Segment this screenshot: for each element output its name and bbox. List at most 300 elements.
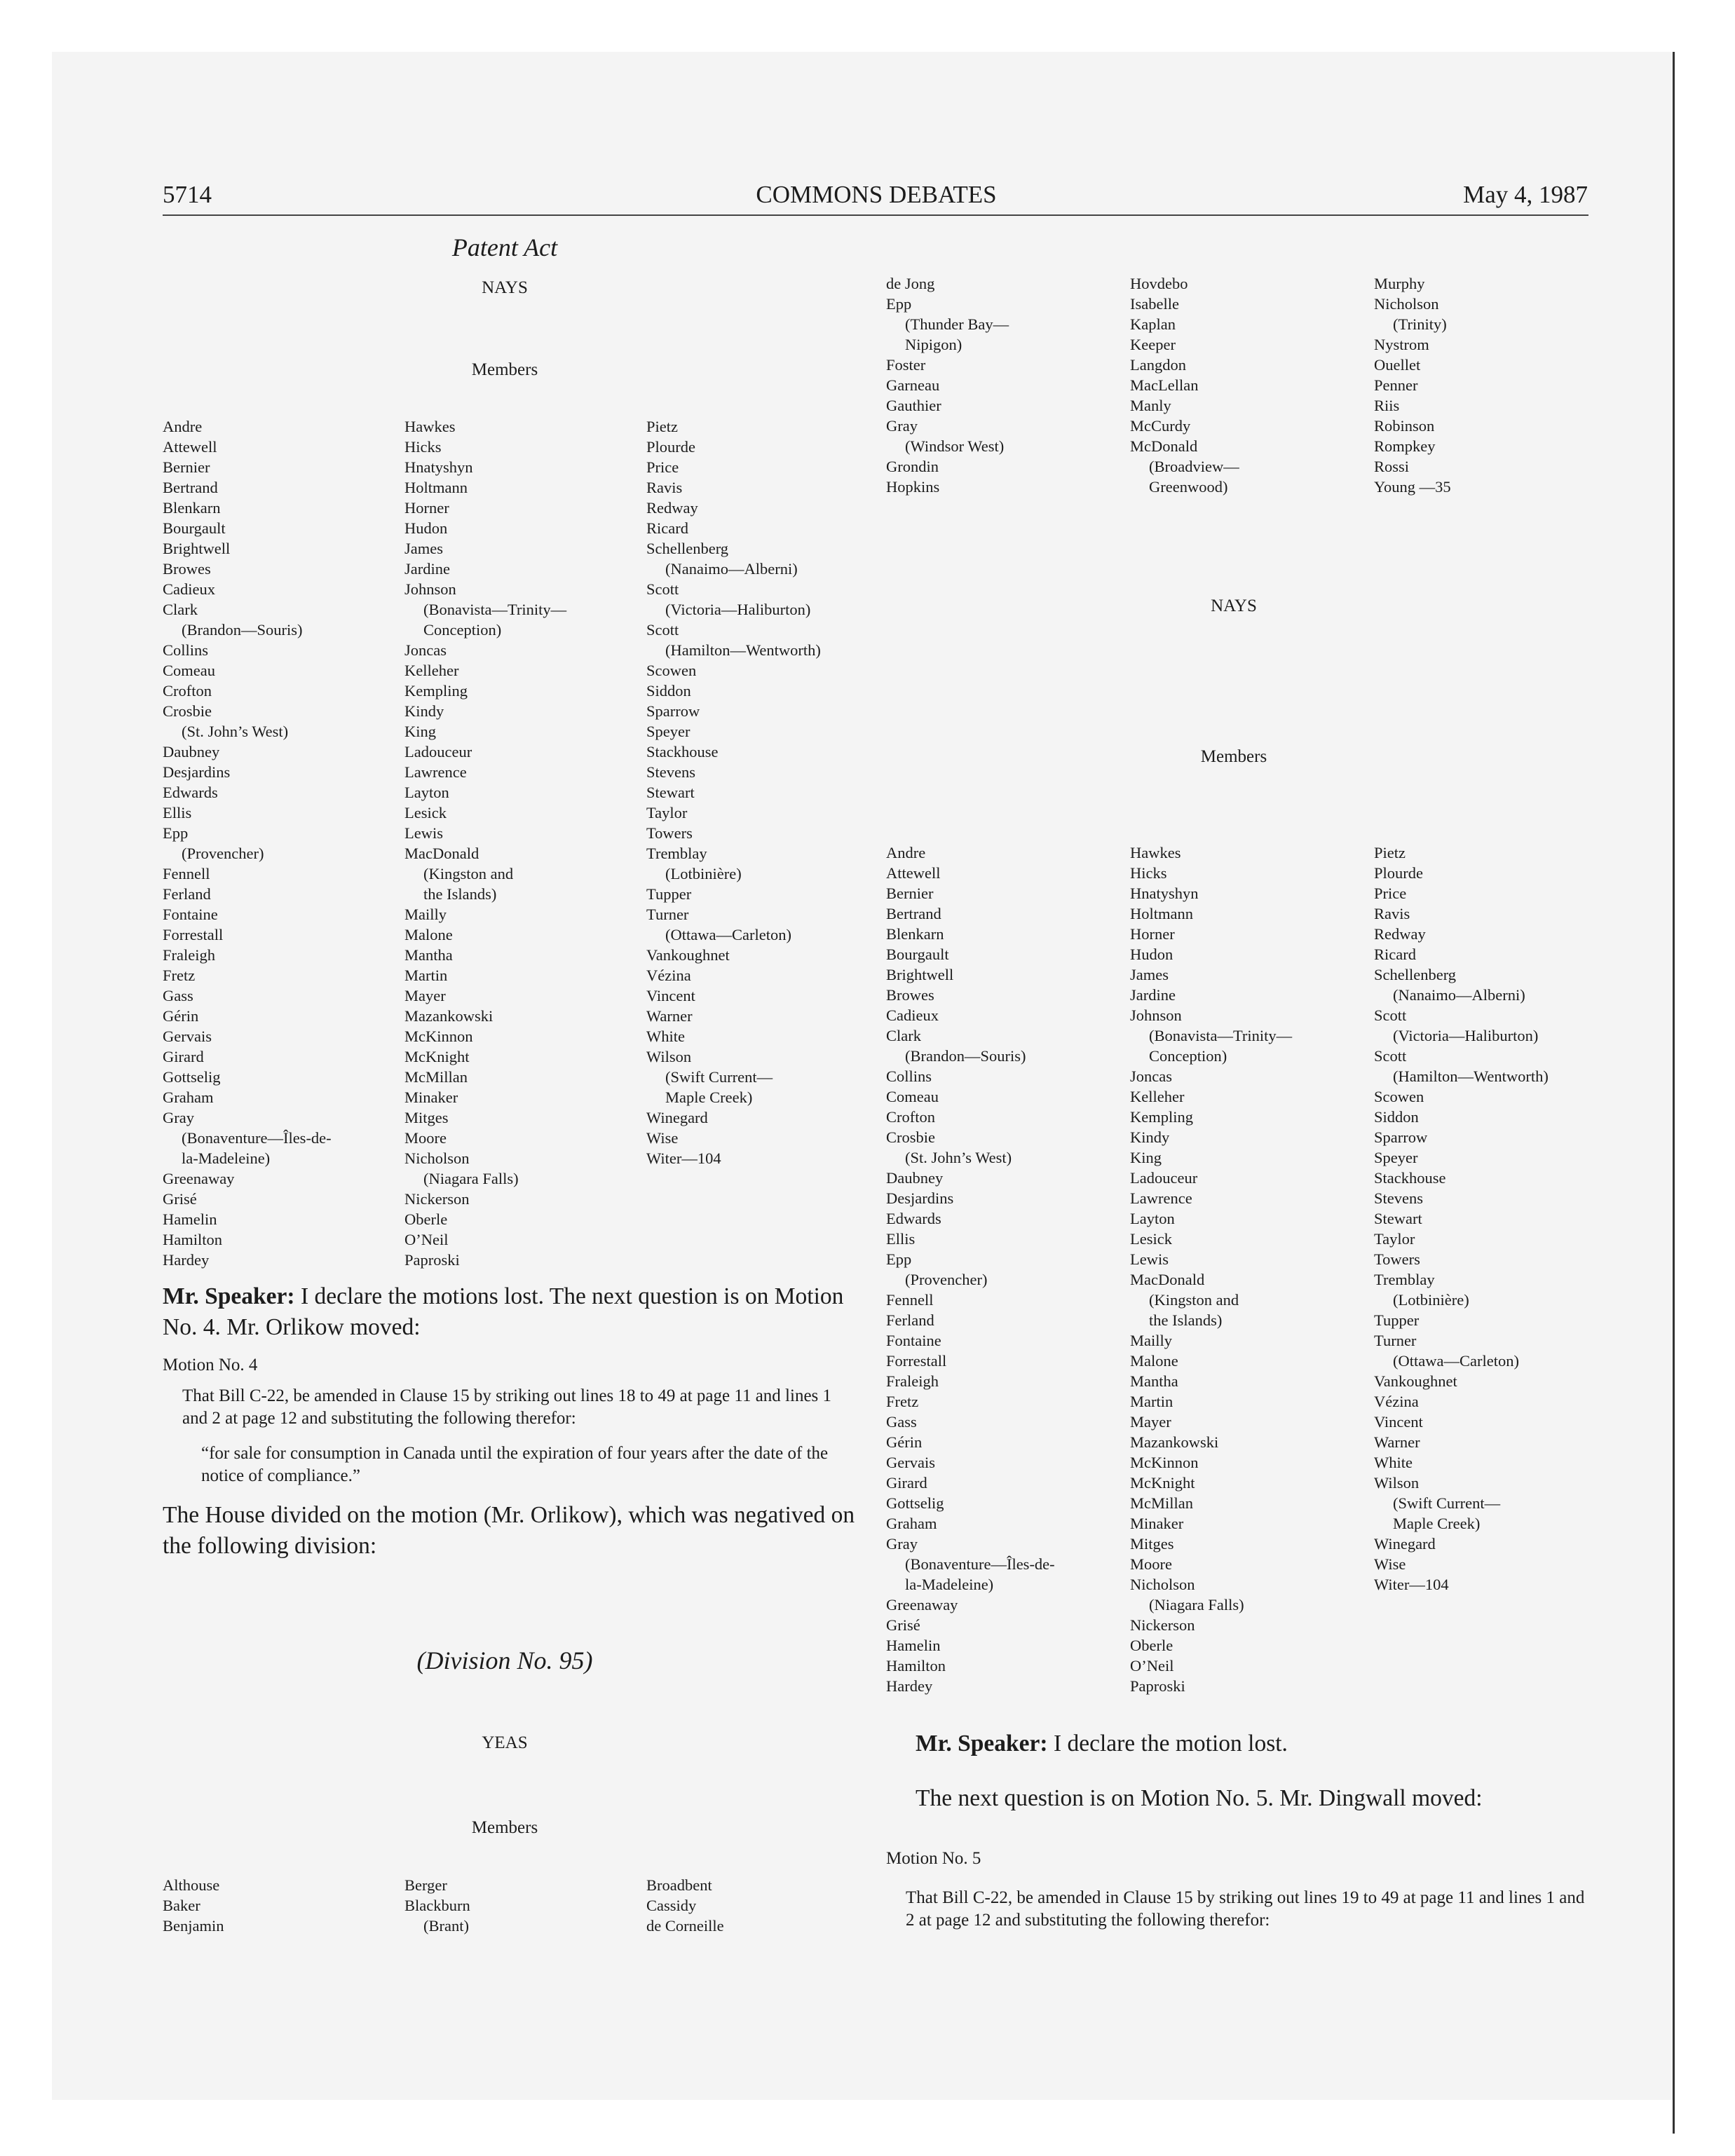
member-name: McMillan (1130, 1494, 1193, 1512)
member-name: Jardine (1130, 986, 1176, 1004)
member-name: Forrestall (163, 926, 224, 943)
page-number: 5714 (163, 181, 212, 208)
right-yeas-column-2 (1130, 273, 1239, 497)
member-name: Siddon (1374, 1108, 1419, 1126)
member-name: Hamilton (163, 1231, 222, 1248)
member-name: Witer—104 (1374, 1576, 1449, 1593)
member-name: Speyer (646, 723, 690, 740)
member-name: (Ottawa—Carleton) (665, 926, 791, 943)
member-name: Cadieux (886, 1007, 939, 1024)
member-name: Hnatyshyn (1130, 885, 1199, 902)
member-name: Hicks (1130, 864, 1167, 882)
member-name: Ellis (886, 1230, 916, 1248)
member-name: Stevens (646, 763, 695, 781)
member-name: (Nanaimo—Alberni) (1393, 986, 1525, 1004)
member-name: Ladouceur (404, 743, 472, 760)
member-name: Benjamin (163, 1917, 224, 1935)
member-name: Mitges (1130, 1535, 1174, 1553)
member-name: King (404, 723, 436, 740)
member-name: (Swift Current— (1393, 1494, 1501, 1512)
member-name: Hopkins (886, 478, 940, 496)
member-name: (Brant) (423, 1917, 469, 1935)
member-name: Lesick (1130, 1230, 1172, 1248)
nays-column-1 (163, 416, 332, 1270)
member-name: Gass (886, 1413, 917, 1431)
member-name: Vincent (646, 987, 695, 1004)
member-name: Greenaway (886, 1596, 958, 1613)
member-name: (Hamilton—Wentworth) (1393, 1067, 1549, 1085)
member-name: Desjardins (163, 763, 231, 781)
member-name: Moore (1130, 1555, 1172, 1573)
member-name: Forrestall (886, 1352, 947, 1370)
member-name: Attewell (886, 864, 941, 882)
member-name: Collins (163, 641, 209, 659)
member-name: Blenkarn (163, 499, 221, 517)
member-name: Price (1374, 885, 1407, 902)
member-name: Turner (1374, 1332, 1417, 1349)
member-name: Fennell (886, 1291, 934, 1309)
member-name: Hawkes (1130, 844, 1181, 861)
yeas-heading: YEAS (482, 1733, 528, 1752)
member-name: Brightwell (886, 966, 954, 983)
member-name: Joncas (404, 641, 447, 659)
member-name: Vézina (1374, 1393, 1419, 1410)
member-name: Rossi (1374, 458, 1410, 475)
member-name: (Provencher) (905, 1271, 988, 1288)
member-name: Grondin (886, 458, 939, 475)
member-name: Crosbie (163, 702, 212, 720)
member-name: Scott (646, 621, 679, 639)
member-name: (Kingston and (1149, 1291, 1239, 1309)
member-name: Taylor (646, 804, 688, 821)
member-name: Edwards (163, 784, 218, 801)
member-name: (Thunder Bay— (905, 315, 1009, 333)
member-name: (Niagara Falls) (1149, 1596, 1244, 1613)
member-name: Oberle (1130, 1637, 1173, 1654)
member-name: Bernier (886, 885, 934, 902)
member-name: Nicholson (1374, 295, 1439, 313)
member-name: Gérin (886, 1433, 923, 1451)
speaker-text: I declare the motions lost. The next question is on Motion No. 4. Mr. Orlikow moved: (163, 1283, 844, 1340)
yeas-column-2 (404, 1875, 470, 1936)
member-name: Bernier (163, 458, 210, 476)
right-nays-column-2 (1130, 842, 1292, 1696)
member-name: Clark (886, 1027, 921, 1044)
member-name: Crofton (886, 1108, 935, 1126)
motion-label: Motion No. 4 (163, 1356, 258, 1374)
right-nays-column-1 (886, 842, 1055, 1696)
member-name: Mazankowski (404, 1007, 494, 1025)
member-name: Mantha (404, 946, 453, 964)
member-name: Layton (1130, 1210, 1175, 1227)
member-name: Greenaway (163, 1170, 235, 1187)
member-name: Sparrow (1374, 1128, 1428, 1146)
member-name: Holtmann (1130, 905, 1193, 922)
member-name: Vincent (1374, 1413, 1423, 1431)
member-name: (St. John’s West) (182, 723, 289, 740)
member-name: Plourde (646, 438, 695, 456)
member-name: Nickerson (404, 1190, 470, 1208)
member-name: Witer—104 (646, 1149, 721, 1167)
member-name: Isabelle (1130, 295, 1179, 313)
member-name: la-Madeleine) (905, 1576, 994, 1593)
member-name: Kindy (404, 702, 444, 720)
yeas-members-label: Members (471, 1818, 538, 1837)
member-name: Penner (1374, 376, 1418, 394)
member-name: Fennell (163, 865, 210, 882)
member-name: Sparrow (646, 702, 700, 720)
member-name: (Victoria—Haliburton) (1393, 1027, 1539, 1044)
member-name: (Nanaimo—Alberni) (665, 560, 798, 578)
member-name: Fretz (886, 1393, 919, 1410)
member-name: Robinson (1374, 417, 1435, 435)
member-name: Fraleigh (886, 1372, 939, 1390)
member-name: Grisé (163, 1190, 197, 1208)
member-name: Gervais (163, 1028, 212, 1045)
member-name: Plourde (1374, 864, 1423, 882)
member-name: Schellenberg (646, 540, 729, 557)
member-name: Oberle (404, 1210, 448, 1228)
member-name: Mayer (1130, 1413, 1171, 1431)
member-name: (Provencher) (182, 845, 264, 862)
member-name: Mazankowski (1130, 1433, 1219, 1451)
member-name: Gass (163, 987, 193, 1004)
member-name: (Swift Current— (665, 1068, 773, 1086)
member-name: Nystrom (1374, 336, 1429, 353)
member-name: Browes (886, 986, 934, 1004)
member-name: Epp (163, 824, 189, 842)
member-name: Gray (886, 1535, 918, 1553)
member-name: Paproski (1130, 1677, 1185, 1695)
member-name: James (1130, 966, 1169, 983)
member-name: Keeper (1130, 336, 1176, 353)
right-yeas-column-3 (1374, 273, 1451, 497)
member-name: McKinnon (1130, 1454, 1199, 1471)
member-name: (Brandon—Souris) (182, 621, 303, 639)
member-name: Grisé (886, 1616, 920, 1634)
member-name: Kelleher (404, 662, 459, 679)
member-name: Lawrence (404, 763, 467, 781)
member-name: Conception) (423, 621, 502, 639)
member-name: McCurdy (1130, 417, 1191, 435)
member-name: Fontaine (163, 906, 218, 923)
member-name: Nipigon) (905, 336, 962, 353)
member-name: Mailly (404, 906, 447, 923)
member-name: Kempling (404, 682, 468, 700)
member-name: Pietz (646, 418, 678, 435)
member-name: Epp (886, 295, 912, 313)
member-name: Hudon (404, 519, 448, 537)
member-name: Hawkes (404, 418, 456, 435)
member-name: Cadieux (163, 580, 215, 598)
member-name: (Bonavista—Trinity— (423, 601, 567, 618)
yeas-column-3 (646, 1875, 724, 1936)
member-name: Lawrence (1130, 1189, 1192, 1207)
member-name: Gottselig (886, 1494, 944, 1512)
right-nays-column-3 (1374, 842, 1549, 1595)
member-name: Althouse (163, 1876, 220, 1894)
member-name: Hudon (1130, 946, 1173, 963)
member-name: Redway (646, 499, 698, 517)
right-speaker-text: I declare the motion lost. (1053, 1731, 1288, 1756)
header-rule (163, 214, 1588, 216)
member-name: Mailly (1130, 1332, 1172, 1349)
motion-quote: “for sale for consumption in Canada until the expiration of four years after the date of the notice of compliance.” (201, 1444, 829, 1485)
member-name: Hardey (886, 1677, 933, 1695)
running-title: COMMONS DEBATES (756, 181, 997, 208)
member-name: Maple Creek) (1393, 1515, 1481, 1532)
member-name: Daubney (886, 1169, 944, 1187)
member-name: Martin (1130, 1393, 1173, 1410)
member-name: Wilson (1374, 1474, 1420, 1492)
member-name: Rompkey (1374, 437, 1436, 455)
member-name: Graham (886, 1515, 937, 1532)
member-name: Stevens (1374, 1189, 1423, 1207)
member-name: Cassidy (646, 1897, 697, 1914)
speaker-label: Mr. Speaker: (163, 1283, 295, 1309)
member-name: Baker (163, 1897, 200, 1914)
member-name: McKnight (404, 1048, 470, 1065)
member-name: Moore (404, 1129, 447, 1147)
right-nays-heading: NAYS (1211, 596, 1257, 615)
member-name: Scott (1374, 1047, 1407, 1065)
member-name: James (404, 540, 443, 557)
member-name: Andre (886, 844, 926, 861)
member-name: Andre (163, 418, 203, 435)
member-name: (Brandon—Souris) (905, 1047, 1026, 1065)
member-name: Johnson (404, 580, 456, 598)
member-name: Fraleigh (163, 946, 215, 964)
member-name: Ladouceur (1130, 1169, 1198, 1187)
member-name: Garneau (886, 376, 940, 394)
member-name: Greenwood) (1149, 478, 1228, 496)
member-name: the Islands) (1149, 1311, 1223, 1329)
member-name: Brightwell (163, 540, 231, 557)
member-name: Ouellet (1374, 356, 1421, 374)
member-name: Ferland (163, 885, 211, 903)
member-name: MacLellan (1130, 376, 1199, 394)
member-name: Blenkarn (886, 925, 944, 943)
member-name: Gray (163, 1109, 194, 1126)
member-name: Langdon (1130, 356, 1186, 374)
member-name: Horner (404, 499, 449, 517)
member-name: Stackhouse (646, 743, 719, 760)
motion-text: That Bill C-22, be amended in Clause 15 by striking out lines 18 to 49 at page 11 and lines 1 and 2 at page 12 and substituting the following therefor: (182, 1386, 832, 1428)
member-name: (Lotbinière) (665, 865, 742, 882)
member-name: the Islands) (423, 885, 497, 903)
member-name: Holtmann (404, 479, 468, 496)
member-name: Tupper (1374, 1311, 1420, 1329)
member-name: Johnson (1130, 1007, 1182, 1024)
member-name: de Jong (886, 275, 935, 292)
member-name: Horner (1130, 925, 1175, 943)
member-name: Scowen (1374, 1088, 1424, 1105)
member-name: Redway (1374, 925, 1426, 943)
member-name: (Bonavista—Trinity— (1149, 1027, 1293, 1044)
member-name: Warner (1374, 1433, 1420, 1451)
member-name: Malone (404, 926, 453, 943)
member-name: Lewis (404, 824, 443, 842)
member-name: (Bonaventure—Îles-de- (182, 1129, 332, 1147)
member-name: O’Neil (1130, 1657, 1174, 1674)
member-name: Taylor (1374, 1230, 1415, 1248)
member-name: Layton (404, 784, 449, 801)
member-name: Winegard (646, 1109, 708, 1126)
member-name: Vézina (646, 967, 691, 984)
member-name: Jardine (404, 560, 450, 578)
member-name: de Corneille (646, 1917, 724, 1935)
member-name: (Trinity) (1393, 315, 1447, 333)
member-name: Fontaine (886, 1332, 941, 1349)
yeas-column-1 (163, 1875, 224, 1936)
right-next-question: The next question is on Motion No. 5. Mr. Dingwall moved: (916, 1785, 1483, 1811)
member-name: Minaker (404, 1089, 458, 1106)
member-name: McKinnon (404, 1028, 473, 1045)
member-name: Wise (1374, 1555, 1406, 1573)
member-name: Browes (163, 560, 211, 578)
member-name: la-Madeleine) (182, 1149, 271, 1167)
member-name: Gray (886, 417, 918, 435)
member-name: Turner (646, 906, 689, 923)
member-name: Berger (404, 1876, 447, 1894)
member-name: Minaker (1130, 1515, 1184, 1532)
member-name: Hnatyshyn (404, 458, 473, 476)
member-name: Ricard (646, 519, 688, 537)
member-name: Tupper (646, 885, 692, 903)
member-name: Siddon (646, 682, 691, 700)
member-name: Nicholson (1130, 1576, 1195, 1593)
nays-column-2 (404, 416, 566, 1270)
member-name: Manly (1130, 397, 1171, 414)
member-name: Mitges (404, 1109, 449, 1126)
page-edge (1673, 52, 1675, 2134)
member-name: Ravis (1374, 905, 1410, 922)
member-name: Kempling (1130, 1108, 1193, 1126)
right-yeas-column-1 (886, 273, 1009, 497)
member-name: Pietz (1374, 844, 1406, 861)
member-name: (Hamilton—Wentworth) (665, 641, 821, 659)
member-name: Crofton (163, 682, 212, 700)
member-name: McDonald (1130, 437, 1198, 455)
member-name: (Victoria—Haliburton) (665, 601, 811, 618)
member-name: Wilson (646, 1048, 692, 1065)
member-name: White (1374, 1454, 1413, 1471)
member-name: King (1130, 1149, 1162, 1166)
member-name: Murphy (1374, 275, 1425, 292)
member-name: Ricard (1374, 946, 1416, 963)
member-name: Mantha (1130, 1372, 1178, 1390)
member-name: Nicholson (404, 1149, 470, 1167)
member-name: Stackhouse (1374, 1169, 1446, 1187)
member-name: Lewis (1130, 1250, 1169, 1268)
member-name: Graham (163, 1089, 214, 1106)
member-name: Price (646, 458, 679, 476)
member-name: Bertrand (886, 905, 941, 922)
member-name: Comeau (163, 662, 215, 679)
member-name: Gérin (163, 1007, 199, 1025)
member-name: Kindy (1130, 1128, 1170, 1146)
member-name: Gervais (886, 1454, 935, 1471)
member-name: (Kingston and (423, 865, 514, 882)
section-title: Patent Act (451, 233, 558, 261)
member-name: Paproski (404, 1251, 460, 1269)
member-name: Maple Creek) (665, 1089, 753, 1106)
member-name: Scott (646, 580, 679, 598)
speaker-statement (163, 1281, 864, 1343)
member-name: Tremblay (1374, 1271, 1435, 1288)
right-speaker-label: Mr. Speaker: (916, 1731, 1048, 1756)
page-date: May 4, 1987 (1463, 181, 1588, 208)
right-members-label: Members (1200, 747, 1267, 766)
member-name: Gauthier (886, 397, 941, 414)
member-name: Stewart (1374, 1210, 1422, 1227)
member-name: (Broadview— (1149, 458, 1239, 475)
member-name: MacDonald (404, 845, 479, 862)
member-name: (St. John’s West) (905, 1149, 1012, 1166)
member-name: Crosbie (886, 1128, 935, 1146)
member-name: O’Neil (404, 1231, 449, 1248)
right-motion-label: Motion No. 5 (886, 1849, 981, 1868)
member-name: Bourgault (886, 946, 949, 963)
member-name: Collins (886, 1067, 932, 1085)
member-name: Edwards (886, 1210, 941, 1227)
member-name: Speyer (1374, 1149, 1418, 1166)
member-name: Scott (1374, 1007, 1407, 1024)
nays-column-3 (646, 416, 821, 1168)
member-name: Martin (404, 967, 448, 984)
right-motion-text: That Bill C-22, be amended in Clause 15 by striking out lines 19 to 49 at page 11 and lines 1 and 2 at page 12 and substituting the following therefor: (906, 1888, 1585, 1930)
member-name: Ellis (163, 804, 192, 821)
member-name: (Windsor West) (905, 437, 1005, 455)
member-name: Towers (646, 824, 693, 842)
member-name: Lesick (404, 804, 447, 821)
division-label: (Division No. 95) (416, 1646, 593, 1674)
member-name: Stewart (646, 784, 695, 801)
member-name: Kelleher (1130, 1088, 1185, 1105)
member-name: Nickerson (1130, 1616, 1195, 1634)
member-name: Hovdebo (1130, 275, 1188, 292)
member-name: Riis (1374, 397, 1400, 414)
member-name: Ferland (886, 1311, 934, 1329)
right-speaker-statement (916, 1728, 1588, 1759)
member-name: McMillan (404, 1068, 468, 1086)
member-name: Hardey (163, 1251, 210, 1269)
member-name: Desjardins (886, 1189, 954, 1207)
member-name: Malone (1130, 1352, 1178, 1370)
member-name: Winegard (1374, 1535, 1436, 1553)
member-name: Hicks (404, 438, 442, 456)
member-name: Towers (1374, 1250, 1420, 1268)
member-name: (Niagara Falls) (423, 1170, 519, 1187)
member-name: Schellenberg (1374, 966, 1457, 983)
division-text: The House divided on the motion (Mr. Orlikow), which was negatived on the following division: (163, 1502, 855, 1559)
member-name: (Bonaventure—Îles-de- (905, 1555, 1055, 1573)
member-name: MacDonald (1130, 1271, 1205, 1288)
member-name: Young —35 (1374, 478, 1451, 496)
member-name: Bertrand (163, 479, 218, 496)
member-name: Scowen (646, 662, 697, 679)
member-name: Ravis (646, 479, 683, 496)
member-name: Broadbent (646, 1876, 712, 1894)
member-name: Gottselig (163, 1068, 221, 1086)
nays-heading: NAYS (482, 278, 528, 297)
member-name: Hamelin (163, 1210, 217, 1228)
member-name: Girard (886, 1474, 927, 1492)
member-name: McKnight (1130, 1474, 1195, 1492)
member-name: Vankoughnet (1374, 1372, 1457, 1390)
member-name: Warner (646, 1007, 693, 1025)
member-name: Kaplan (1130, 315, 1176, 333)
